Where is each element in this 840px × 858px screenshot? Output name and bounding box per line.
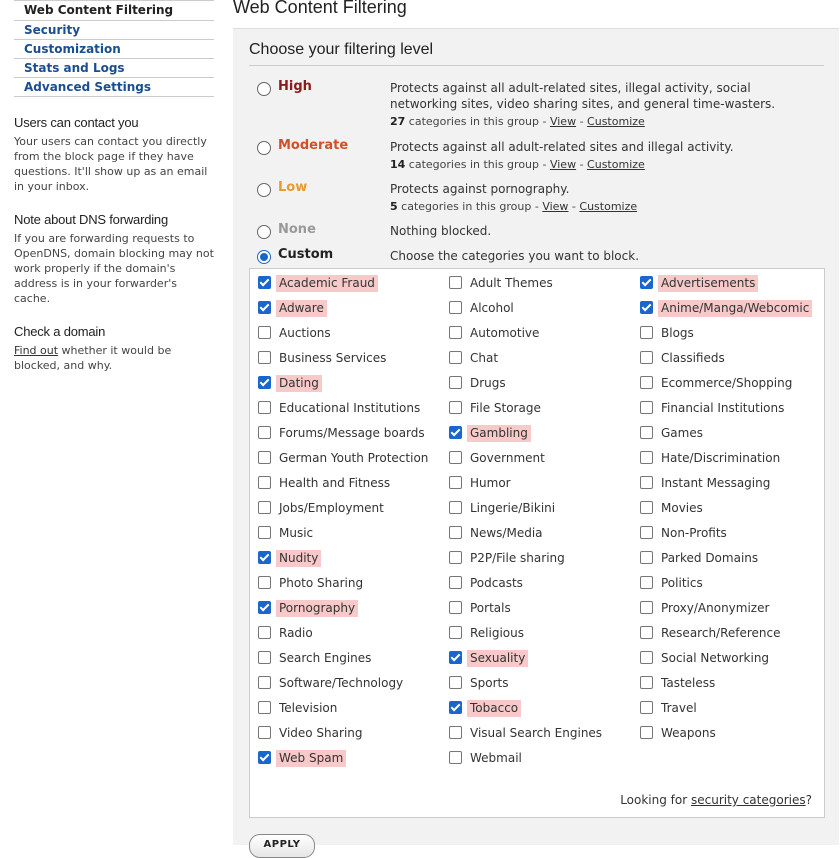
category-label[interactable]: Dating <box>276 375 322 392</box>
category-label[interactable]: Weapons <box>661 726 716 740</box>
level-meta <box>390 199 790 215</box>
category-label[interactable]: Web Spam <box>276 750 346 767</box>
category-checkbox[interactable] <box>258 501 271 514</box>
category-checkbox[interactable] <box>640 376 653 389</box>
category-label[interactable]: Instant Messaging <box>661 476 771 490</box>
category-label[interactable]: Photo Sharing <box>279 576 364 590</box>
category-count: 14 <box>390 158 406 171</box>
panel-divider <box>249 65 824 66</box>
category-label[interactable]: Religious <box>470 626 524 640</box>
level-desc-text: Protects against all adult-related sites, illegal activity, social networking sites, video sharing sites, and general time-wasters. <box>390 81 776 111</box>
category-label[interactable]: Classifieds <box>661 351 725 365</box>
nav-item-customization[interactable]: Customization <box>14 40 214 59</box>
category-label[interactable]: Podcasts <box>470 576 523 590</box>
category-label[interactable]: Forums/Message boards <box>279 426 425 440</box>
category-checkbox[interactable] <box>258 401 271 414</box>
nav-item-stats-and-logs[interactable]: Stats and Logs <box>14 59 214 78</box>
category-label[interactable]: Alcohol <box>470 301 514 315</box>
category-checkbox[interactable] <box>449 676 462 689</box>
category-checkbox[interactable] <box>640 526 653 539</box>
category-checkbox[interactable] <box>258 751 271 764</box>
category-checkbox[interactable] <box>449 651 462 664</box>
category-checkbox[interactable] <box>640 451 653 464</box>
contact-text: Your users can contact you directly from the block page if they have questions. It'll show up as an email in your inbox. <box>14 135 208 193</box>
filter-panel <box>233 28 839 845</box>
level-desc-text: Protects against all adult-related sites and illegal activity. <box>390 140 734 154</box>
category-checkbox[interactable] <box>258 676 271 689</box>
category-checkbox[interactable] <box>449 476 462 489</box>
level-desc-low <box>390 181 790 215</box>
apply-button[interactable]: APPLY <box>249 834 315 858</box>
category-checkbox[interactable] <box>640 476 653 489</box>
meta-sep: - <box>576 158 588 171</box>
category-label[interactable]: Movies <box>661 501 703 515</box>
dns-title: Note about DNS forwarding <box>14 212 168 227</box>
category-checkbox[interactable] <box>640 576 653 589</box>
meta-text: categories in this group - <box>405 158 550 171</box>
category-checkbox[interactable] <box>258 276 271 289</box>
level-desc-none <box>390 223 790 239</box>
category-checkbox[interactable] <box>449 351 462 364</box>
category-label[interactable]: Adult Themes <box>470 276 553 290</box>
category-label[interactable]: German Youth Protection <box>279 451 429 465</box>
customize-link[interactable]: Customize <box>587 158 645 171</box>
category-checkbox[interactable] <box>449 551 462 564</box>
category-label[interactable]: Humor <box>470 476 511 490</box>
category-checkbox[interactable] <box>640 726 653 739</box>
category-checkbox[interactable] <box>258 526 271 539</box>
category-checkbox[interactable] <box>640 501 653 514</box>
category-label[interactable]: Video Sharing <box>279 726 363 740</box>
category-checkbox[interactable] <box>449 376 462 389</box>
customize-link[interactable]: Customize <box>587 115 645 128</box>
level-radio-none[interactable] <box>257 225 271 239</box>
category-label[interactable]: Drugs <box>470 376 506 390</box>
category-label[interactable]: Proxy/Anonymizer <box>661 601 770 615</box>
category-count: 5 <box>390 200 398 213</box>
category-label[interactable]: Government <box>470 451 545 465</box>
category-label[interactable]: P2P/File sharing <box>470 551 565 565</box>
category-label[interactable]: Travel <box>661 701 697 715</box>
category-label[interactable]: Sports <box>470 676 509 690</box>
category-label[interactable]: Politics <box>661 576 703 590</box>
sidebar-nav <box>14 0 214 97</box>
level-desc-high <box>390 80 790 130</box>
level-name-moderate[interactable]: Moderate <box>278 138 349 153</box>
category-label[interactable]: Webmail <box>470 751 522 765</box>
level-radio-high[interactable] <box>257 82 271 96</box>
nav-item-advanced-settings[interactable]: Advanced Settings <box>14 78 214 97</box>
category-checkbox[interactable] <box>640 301 653 314</box>
dns-note <box>14 212 214 306</box>
category-checkbox[interactable] <box>449 526 462 539</box>
category-checkbox[interactable] <box>258 376 271 389</box>
view-link[interactable]: View <box>542 200 569 213</box>
level-desc-text: Protects against pornography. <box>390 182 570 196</box>
category-label[interactable]: Software/Technology <box>279 676 404 690</box>
check-text <box>14 343 214 373</box>
category-label[interactable]: Jobs/Employment <box>279 501 384 515</box>
category-checkbox[interactable] <box>258 701 271 714</box>
category-checkbox[interactable] <box>640 651 653 664</box>
category-checkbox[interactable] <box>640 326 653 339</box>
category-label[interactable]: Games <box>661 426 703 440</box>
category-label[interactable]: Tobacco <box>467 700 521 717</box>
category-label[interactable]: Tasteless <box>661 676 716 690</box>
level-meta <box>390 114 790 130</box>
level-meta <box>390 157 790 173</box>
level-radio-low[interactable] <box>257 183 271 197</box>
view-link[interactable]: View <box>549 115 577 128</box>
category-label[interactable]: Anime/Manga/Webcomic <box>658 300 812 317</box>
category-checkbox[interactable] <box>449 276 462 289</box>
panel-title: Choose your filtering level <box>249 41 434 58</box>
category-checkbox[interactable] <box>258 601 271 614</box>
level-desc-text: Choose the categories you want to block. <box>390 249 640 263</box>
category-checkbox[interactable] <box>258 551 271 564</box>
category-label[interactable]: Portals <box>470 601 511 615</box>
category-checkbox[interactable] <box>258 576 271 589</box>
category-label[interactable]: Automotive <box>470 326 540 340</box>
category-checkbox[interactable] <box>640 426 653 439</box>
category-checkbox[interactable] <box>258 626 271 639</box>
contact-title: Users can contact you <box>14 115 139 130</box>
category-checkbox[interactable] <box>258 326 271 339</box>
category-label[interactable]: Nudity <box>276 550 321 567</box>
category-checkbox[interactable] <box>640 676 653 689</box>
category-checkbox[interactable] <box>640 401 653 414</box>
find-out-link[interactable]: Find out <box>14 344 59 357</box>
category-label[interactable]: Sexuality <box>467 650 528 667</box>
category-label[interactable]: Auctions <box>279 326 331 340</box>
category-count: 27 <box>390 115 406 128</box>
category-checkbox[interactable] <box>449 751 462 764</box>
category-checkbox[interactable] <box>449 401 462 414</box>
page-title: Web Content Filtering <box>233 0 407 17</box>
category-label[interactable]: Academic Fraud <box>276 275 378 292</box>
level-radio-custom[interactable] <box>257 250 271 264</box>
sidebar <box>14 0 214 373</box>
view-link[interactable]: View <box>549 158 577 171</box>
nav-item-web-content-filtering[interactable]: Web Content Filtering <box>14 0 214 21</box>
security-categories-link[interactable]: security categories <box>690 793 806 807</box>
category-checkbox[interactable] <box>640 551 653 564</box>
category-label[interactable]: Search Engines <box>279 651 372 665</box>
level-name-low[interactable]: Low <box>278 180 308 195</box>
category-checkbox[interactable] <box>640 276 653 289</box>
category-checkbox[interactable] <box>258 476 271 489</box>
category-checkbox[interactable] <box>449 601 462 614</box>
security-note <box>620 793 812 807</box>
category-checkbox[interactable] <box>258 726 271 739</box>
category-label[interactable]: Gambling <box>467 425 531 442</box>
category-label[interactable]: Music <box>279 526 314 540</box>
category-label[interactable]: Television <box>279 701 338 715</box>
category-label[interactable]: Visual Search Engines <box>470 726 603 740</box>
contact-info <box>14 115 214 194</box>
category-checkbox[interactable] <box>449 701 462 714</box>
level-name-none[interactable]: None <box>278 222 316 237</box>
category-label[interactable]: Chat <box>470 351 499 365</box>
category-checkbox[interactable] <box>449 426 462 439</box>
category-label[interactable]: Research/Reference <box>661 626 781 640</box>
security-note-suffix: ? <box>805 793 812 807</box>
category-checkbox[interactable] <box>449 501 462 514</box>
category-checkbox[interactable] <box>449 451 462 464</box>
category-label[interactable]: Health and Fitness <box>279 476 391 490</box>
category-label[interactable]: File Storage <box>470 401 541 415</box>
category-checkbox[interactable] <box>640 626 653 639</box>
category-label[interactable]: Ecommerce/Shopping <box>661 376 793 390</box>
level-name-custom[interactable]: Custom <box>278 247 334 262</box>
category-checkbox[interactable] <box>258 351 271 364</box>
category-label[interactable]: Adware <box>276 300 327 317</box>
category-label[interactable]: Social Networking <box>661 651 770 665</box>
check-title: Check a domain <box>14 324 106 339</box>
level-desc-text: Nothing blocked. <box>390 224 492 238</box>
category-label[interactable]: Financial Institutions <box>661 401 785 415</box>
category-label[interactable]: Parked Domains <box>661 551 759 565</box>
level-radio-moderate[interactable] <box>257 141 271 155</box>
meta-text: categories in this group - <box>405 115 550 128</box>
category-checkbox[interactable] <box>640 701 653 714</box>
category-box <box>249 268 825 818</box>
category-checkbox[interactable] <box>449 626 462 639</box>
category-checkbox[interactable] <box>449 576 462 589</box>
dns-text: If you are forwarding requests to OpenDNS, domain blocking may not work properly if the domain's address is in your forwarder's cache. <box>14 232 214 305</box>
category-checkbox[interactable] <box>449 301 462 314</box>
meta-text: categories in this group - <box>397 200 543 213</box>
level-desc-custom <box>390 248 790 264</box>
category-label[interactable]: Educational Institutions <box>279 401 421 415</box>
category-label[interactable]: Pornography <box>276 600 358 617</box>
category-label[interactable]: Business Services <box>279 351 387 365</box>
check-text-rest: whether it would be blocked, and why. <box>14 344 172 372</box>
meta-sep: - <box>576 115 588 128</box>
level-name-high[interactable]: High <box>278 79 312 94</box>
customize-link[interactable]: Customize <box>579 200 638 213</box>
category-label[interactable]: News/Media <box>470 526 543 540</box>
category-checkbox[interactable] <box>640 351 653 364</box>
nav-item-security[interactable]: Security <box>14 21 214 40</box>
category-label[interactable]: Advertisements <box>658 275 758 292</box>
category-checkbox[interactable] <box>258 301 271 314</box>
category-label[interactable]: Non-Profits <box>661 526 727 540</box>
meta-sep: - <box>568 200 580 213</box>
category-checkbox[interactable] <box>449 726 462 739</box>
category-label[interactable]: Hate/Discrimination <box>661 451 781 465</box>
category-label[interactable]: Radio <box>279 626 313 640</box>
check-domain <box>14 324 214 373</box>
category-checkbox[interactable] <box>258 451 271 464</box>
security-note-prefix: Looking for <box>620 793 691 807</box>
category-checkbox[interactable] <box>258 426 271 439</box>
category-label[interactable]: Blogs <box>661 326 694 340</box>
category-label[interactable]: Lingerie/Bikini <box>470 501 556 515</box>
category-checkbox[interactable] <box>258 651 271 664</box>
category-checkbox[interactable] <box>640 601 653 614</box>
category-checkbox[interactable] <box>449 326 462 339</box>
level-desc-moderate <box>390 139 790 173</box>
